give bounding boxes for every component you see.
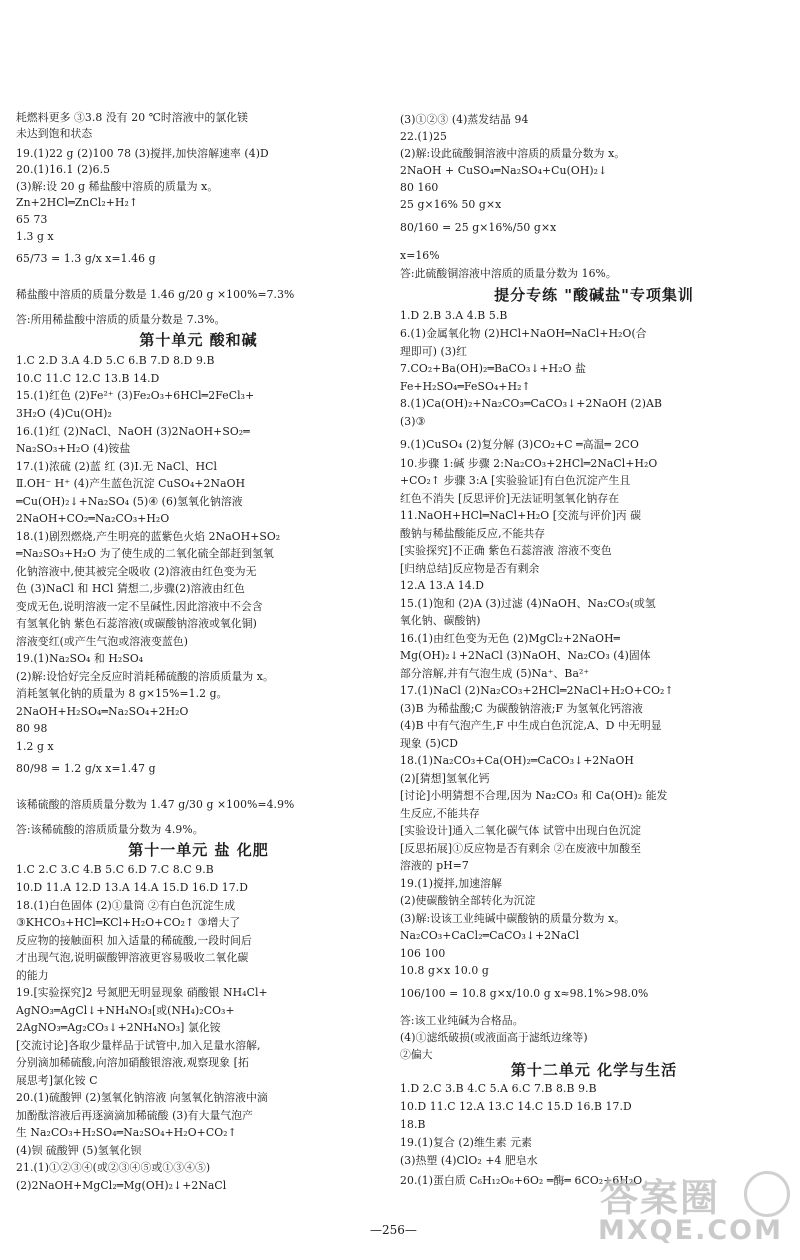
answer-line: 1.C 2.D 3.A 4.D 5.C 6.B 7.D 8.D 9.B — [16, 354, 215, 367]
answer-line: 80/160 = 25 g×16%/50 g×x — [400, 221, 557, 234]
answer-line: (2)解:设此硫酸铜溶液中溶质的质量分数为 x。 — [400, 147, 626, 160]
answer-line: 65 73 — [16, 213, 48, 226]
answer-line: 溶液的 pH=7 — [400, 859, 469, 872]
answer-line: Na₂CO₃+CaCl₂═CaCO₃↓+2NaCl — [400, 929, 580, 942]
answer-line: [交流讨论]各取少量样品于试管中,加入足量水溶解, — [16, 1039, 261, 1052]
answer-line: 18.(1)剧烈燃烧,产生明亮的蓝紫色火焰 2NaOH+SO₂ — [16, 530, 281, 543]
answer-line: (2)[猜想]氢氧化钙 — [400, 772, 490, 785]
answer-line: 16.(1)红 (2)NaCl、NaOH (3)2NaOH+SO₂═ — [16, 425, 250, 438]
answer-line: 7.CO₂+Ba(OH)₂═BaCO₃↓+H₂O 盐 — [400, 362, 587, 375]
unit-10-heading: 第十单元 酸和碱 — [139, 331, 258, 349]
answer-line: 19.(1)搅拌,加速溶解 — [400, 877, 502, 890]
answer-line: 酸钠与稀盐酸能反应,不能共存 — [400, 527, 546, 540]
answer-line: 1.3 g x — [16, 230, 54, 243]
answer-line: 氧化钠、碳酸钠) — [400, 614, 481, 627]
answer-line: 10.C 11.C 12.C 13.B 14.D — [16, 372, 160, 385]
answer-line: 18.(1)白色固体 (2)①量筒 ②有白色沉淀生成 — [16, 899, 236, 912]
answer-line: 消耗氢氧化钠的质量为 8 g×15%=1.2 g。 — [16, 687, 228, 700]
answer-line: 该稀硫酸的溶质质量分数为 1.47 g/30 g ×100%=4.9% — [16, 798, 295, 811]
answer-line: (3)①②③ (4)蒸发结晶 94 — [400, 113, 529, 126]
answer-line: 1.D 2.B 3.A 4.B 5.B — [400, 309, 508, 322]
answer-line: 溶液变红(或产生气泡或溶液变蓝色) — [16, 635, 189, 648]
answer-line: 有氢氧化钠 紫色石蕊溶液(或碳酸钠溶液或氧化铜) — [16, 617, 257, 630]
answer-line: 分别滴加稀硫酸,向溶加硝酸银溶液,观察现象 [拓 — [16, 1056, 249, 1069]
answer-line: 12.A 13.A 14.D — [400, 579, 485, 592]
answer-line: 变成无色,说明溶液一定不呈碱性,因此溶液中不会含 — [16, 600, 263, 613]
answer-line: Zn+2HCl═ZnCl₂+H₂↑ — [16, 196, 139, 209]
special-training-heading: 提分专练 "酸碱盐"专项集训 — [494, 286, 694, 304]
answer-line: Ⅱ.OH⁻ H⁺ (4)产生蓝色沉淀 CuSO₄+2NaOH — [16, 477, 246, 490]
answer-line: 11.NaOH+HCl═NaCl+H₂O [交流与评价]丙 碳 — [400, 509, 642, 522]
answer-line: 106 100 — [400, 947, 446, 960]
answer-line: 稀盐酸中溶质的质量分数是 1.46 g/20 g ×100%=7.3% — [16, 288, 295, 301]
answer-line: 展思考]氯化铵 C — [16, 1074, 98, 1087]
answer-line: 6.(1)金属氧化物 (2)HCl+NaOH═NaCl+H₂O(合 — [400, 327, 647, 340]
answer-line: ═Na₂SO₃+H₂O 为了使生成的二氧化硫全部赶到氢氧 — [16, 547, 274, 560]
answer-line: 18.B — [400, 1118, 426, 1131]
answer-line: ═Cu(OH)₂↓+Na₂SO₄ (5)④ (6)氢氧化钠溶液 — [16, 495, 243, 508]
answer-line: 80 98 — [16, 722, 48, 735]
answer-line: 22.(1)25 — [400, 130, 448, 143]
answer-line: 21.(1)①②③④(或②③④⑤或①③④⑤) — [16, 1161, 211, 1174]
answer-line: 答:该稀硫酸的溶质质量分数为 4.9%。 — [16, 823, 204, 836]
answer-line: 20.(1)硫酸钾 (2)氢氧化钠溶液 向氢氧化钠溶液中滴 — [16, 1091, 268, 1104]
answer-line: [反思拓展]①反应物是否有剩余 ②在废液中加酸至 — [400, 842, 641, 855]
answer-line: 65/73 = 1.3 g/x x=1.46 g — [16, 252, 156, 265]
answer-line: AgNO₃═AgCl↓+NH₄NO₃[或(NH₄)₂CO₃+ — [16, 1004, 235, 1017]
answer-line: +CO₂↑ 步骤 3:A [实验验证]有白色沉淀产生且 — [400, 474, 631, 487]
answer-line: 加酚酞溶液后再逐滴滴加稀硫酸 (3)有大量气泡产 — [16, 1109, 254, 1122]
answer-line: 10.D 11.A 12.D 13.A 14.A 15.D 16.D 17.D — [16, 881, 248, 894]
answer-line: 17.(1)浓硫 (2)蓝 红 (3)Ⅰ.无 NaCl、HCl — [16, 460, 218, 473]
answer-line: 现象 (5)CD — [400, 737, 459, 750]
answer-line: 答:该工业纯碱为合格品。 — [400, 1014, 524, 1027]
answer-line: 9.(1)CuSO₄ (2)复分解 (3)CO₂+C ═高温═ 2CO — [400, 438, 639, 451]
answer-line: 耗燃料更多 ③3.8 没有 20 ℃时溶液中的氯化镁 — [16, 111, 249, 124]
answer-line: ③KHCO₃+HCl═KCl+H₂O+CO₂↑ ③增大了 — [16, 916, 241, 929]
answer-line: (3)解:设该工业纯碱中碳酸钠的质量分数为 x。 — [400, 912, 626, 925]
answer-line: (4)①滤纸破损(或液面高于滤纸边缘等) — [400, 1031, 588, 1044]
answer-line: [实验设计]通入二氧化碳气体 试管中出现白色沉淀 — [400, 824, 641, 837]
answer-line: (4)B 中有气泡产生,F 中生成白色沉淀,A、D 中无明显 — [400, 719, 662, 732]
answer-line: 答:所用稀盐酸中溶质的质量分数是 7.3%。 — [16, 313, 226, 326]
answer-line: 3H₂O (4)Cu(OH)₂ — [16, 407, 112, 420]
answer-line: [归纳总结]反应物是否有剩余 — [400, 562, 540, 575]
watermark-url: MXQE.COM — [598, 1215, 783, 1246]
answer-line: (3)解:设 20 g 稀盐酸中溶质的质量为 x。 — [16, 180, 219, 193]
answer-line: Na₂SO₃+H₂O (4)铵盐 — [16, 442, 131, 455]
answer-line: 10.D 11.C 12.A 13.C 14.C 15.D 16.B 17.D — [400, 1100, 632, 1113]
answer-line: 部分溶解,并有气泡生成 (5)Na⁺、Ba²⁺ — [400, 667, 590, 680]
answer-line: (4)钡 硫酸钾 (5)氢氧化钡 — [16, 1144, 142, 1157]
answer-line: 生反应,不能共存 — [400, 807, 480, 820]
unit-12-heading: 第十二单元 化学与生活 — [510, 1061, 678, 1079]
answer-line: 1.C 2.C 3.C 4.B 5.C 6.D 7.C 8.C 9.B — [16, 863, 214, 876]
answer-line: 80/98 = 1.2 g/x x=1.47 g — [16, 762, 156, 775]
answer-line: (3)热塑 (4)ClO₂ +4 肥皂水 — [400, 1154, 538, 1167]
answer-line: (2)解:设恰好完全反应时消耗稀硫酸的溶质质量为 x。 — [16, 670, 274, 683]
answer-line: 106/100 = 10.8 g×x/10.0 g x≈98.1%>98.0% — [400, 987, 649, 1000]
answer-line: 1.2 g x — [16, 740, 54, 753]
watermark-circle-icon — [744, 1171, 790, 1217]
answer-line: x=16% — [400, 249, 440, 262]
answer-line: [讨论]小明猜想不合理,因为 Na₂CO₃ 和 Ca(OH)₂ 能发 — [400, 789, 668, 802]
answer-line: 19.[实验探究]2 号氮肥无明显现象 硝酸银 NH₄Cl+ — [16, 986, 268, 999]
answer-line: 19.(1)Na₂SO₄ 和 H₂SO₄ — [16, 652, 144, 665]
answer-line: ②偏大 — [400, 1048, 433, 1061]
answer-line: 80 160 — [400, 181, 439, 194]
answer-line: (3)B 为稀盐酸;C 为碳酸钠溶液;F 为氢氧化钙溶液 — [400, 702, 643, 715]
page-number: —256— — [370, 1223, 417, 1237]
answer-line: 15.(1)红色 (2)Fe²⁺ (3)Fe₂O₃+6HCl═2FeCl₃+ — [16, 389, 255, 402]
answer-line: [实验探究]不正确 紫色石蕊溶液 溶液不变色 — [400, 544, 612, 557]
answer-line: 2NaOH+CO₂═Na₂CO₃+H₂O — [16, 512, 170, 525]
answer-line: 2NaOH+H₂SO₄═Na₂SO₄+2H₂O — [16, 705, 189, 718]
answer-line: 答:此硫酸铜溶液中溶质的质量分数为 16%。 — [400, 267, 617, 280]
answer-line: Fe+H₂SO₄═FeSO₄+H₂↑ — [400, 380, 531, 393]
answer-line: Mg(OH)₂↓+2NaCl (3)NaOH、Na₂CO₃ (4)固体 — [400, 649, 651, 662]
answer-line: 19.(1)22 g (2)100 78 (3)搅拌,加快溶解速率 (4)D — [16, 147, 269, 160]
answer-line: 化钠溶液中,使其被完全吸收 (2)溶液由红色变为无 — [16, 565, 257, 578]
unit-11-heading: 第十一单元 盐 化肥 — [128, 841, 269, 859]
answer-line: 19.(1)复合 (2)维生素 元素 — [400, 1136, 532, 1149]
answer-line: 8.(1)Ca(OH)₂+Na₂CO₃═CaCO₃↓+2NaOH (2)AB — [400, 397, 663, 410]
answer-line: 生 Na₂CO₃+H₂SO₄═Na₂SO₄+H₂O+CO₂↑ — [16, 1126, 237, 1139]
answer-line: 10.8 g×x 10.0 g — [400, 964, 489, 977]
answer-line: 25 g×16% 50 g×x — [400, 198, 502, 211]
answer-line: 17.(1)NaCl (2)Na₂CO₃+2HCl═2NaCl+H₂O+CO₂↑ — [400, 684, 674, 697]
answer-line: 10.步骤 1:碱 步骤 2:Na₂CO₃+2HCl═2NaCl+H₂O — [400, 457, 658, 470]
answer-line: 才出现气泡,说明碳酸钾溶液更容易吸收二氧化碳 — [16, 951, 249, 964]
answer-line: 未达到饱和状态 — [16, 127, 93, 140]
answer-line: 1.D 2.C 3.B 4.C 5.A 6.C 7.B 8.B 9.B — [400, 1082, 597, 1095]
answer-line: (2)2NaOH+MgCl₂═Mg(OH)₂↓+2NaCl — [16, 1179, 227, 1192]
answer-line: 2NaOH + CuSO₄═Na₂SO₄+Cu(OH)₂↓ — [400, 164, 608, 177]
answer-line: 红色不消失 [反思评价]无法证明氢氧化钠存在 — [400, 492, 620, 505]
answer-line: 反应物的接触面积 加入适量的稀硫酸,一段时间后 — [16, 934, 252, 947]
answer-line: 2AgNO₃═Ag₂CO₃↓+2NH₄NO₃] 氯化铵 — [16, 1021, 221, 1034]
answer-line: 15.(1)饱和 (2)A (3)过滤 (4)NaOH、Na₂CO₃(或氢 — [400, 597, 656, 610]
answer-line: (2)使碳酸钠全部转化为沉淀 — [400, 894, 536, 907]
watermark-text: 答案圈 — [600, 1176, 721, 1220]
answer-line: 的能力 — [16, 969, 49, 982]
watermark-logo — [596, 1165, 792, 1253]
answer-line: (3)③ — [400, 415, 426, 428]
answer-line: 理即可) (3)红 — [400, 345, 468, 358]
answer-line: 色 (3)NaCl 和 HCl 猜想二,步骤(2)溶液由红色 — [16, 582, 246, 595]
answer-line: 20.(1)蛋白质 C₆H₁₂O₆+6O₂ ═酶═ 6CO₂+6H₂O — [400, 1174, 643, 1187]
answer-line: 20.(1)16.1 (2)6.5 — [16, 163, 111, 176]
answer-line: 18.(1)Na₂CO₃+Ca(OH)₂═CaCO₃↓+2NaOH — [400, 754, 634, 767]
answer-line: 16.(1)由红色变为无色 (2)MgCl₂+2NaOH═ — [400, 632, 621, 645]
